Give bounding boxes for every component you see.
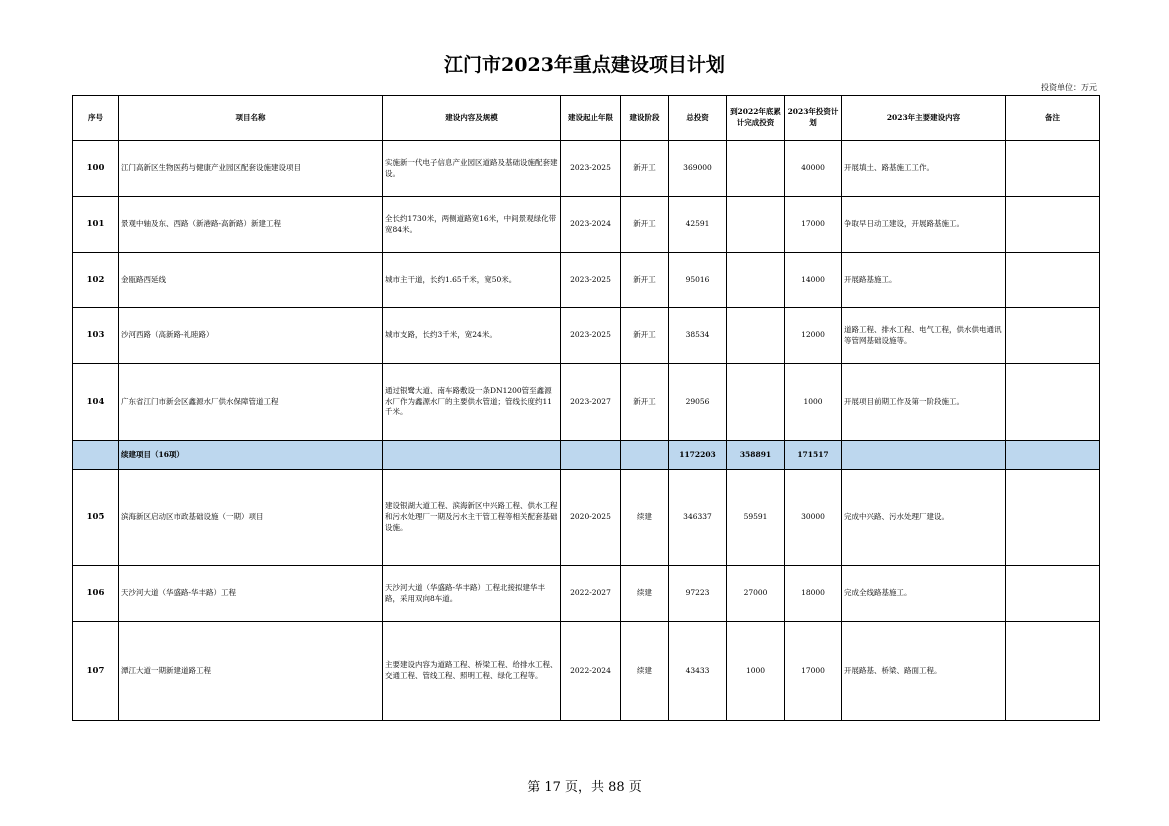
row-name: 沙河西路（高新路-礼睦路） (119, 308, 383, 364)
row-scope: 通过银鹭大道、南车路敷设一条DN1200管至鑫源水厂作为鑫源水厂的主要供水管道；管线长度约11千米。 (383, 364, 561, 441)
row-scope: 城市主干道，长约1.65千米，宽50米。 (383, 253, 561, 308)
row-total: 38534 (669, 308, 727, 364)
row-period: 2023-2027 (561, 364, 621, 441)
row-stage: 新开工 (621, 308, 669, 364)
row-remark (1006, 364, 1100, 441)
group-no (73, 441, 119, 470)
row-remark (1006, 470, 1100, 566)
row-total: 369000 (669, 141, 727, 197)
group-content2023 (842, 441, 1006, 470)
row-remark (1006, 141, 1100, 197)
group-label: 续建项目（16项） (119, 441, 383, 470)
row-period: 2023-2024 (561, 197, 621, 253)
row-name: 天沙河大道（华盛路-华丰路）工程 (119, 566, 383, 622)
group-period (561, 441, 621, 470)
group-stage (621, 441, 669, 470)
row-cumulative: 59591 (727, 470, 785, 566)
row-name: 江门高新区生物医药与健康产业园区配套设施建设项目 (119, 141, 383, 197)
row-total: 97223 (669, 566, 727, 622)
row-stage: 新开工 (621, 364, 669, 441)
col-header-content2023: 2023年主要建设内容 (842, 96, 1006, 141)
row-stage: 续建 (621, 566, 669, 622)
page-title: 江门市2023年重点建设项目计划 (444, 54, 725, 76)
col-header-plan2023: 2023年投资计划 (785, 96, 842, 141)
project-table (72, 95, 1100, 721)
row-name: 滨海新区启动区市政基础设施（一期）项目 (119, 470, 383, 566)
row-no: 102 (73, 253, 119, 308)
page-footer: 第 17 页，共 88 页 (527, 780, 642, 795)
row-period: 2023-2025 (561, 253, 621, 308)
row-period: 2022-2024 (561, 622, 621, 721)
row-total: 42591 (669, 197, 727, 253)
row-remark (1006, 253, 1100, 308)
row-content2023: 开展路基、桥梁、路面工程。 (842, 622, 1006, 721)
table-row (73, 470, 1100, 566)
table-row (73, 308, 1100, 364)
row-content2023: 开展项目前期工作及第一阶段施工。 (842, 364, 1006, 441)
row-scope: 全长约1730米，两侧道路宽16米，中间景观绿化带宽84米。 (383, 197, 561, 253)
group-total: 1172203 (669, 441, 727, 470)
row-cumulative: 27000 (727, 566, 785, 622)
col-header-total: 总投资 (669, 96, 727, 141)
row-name: 景观中轴及东、西路（新港路-高新路）新建工程 (119, 197, 383, 253)
row-plan2023: 14000 (785, 253, 842, 308)
row-total: 346337 (669, 470, 727, 566)
table-row (73, 566, 1100, 622)
row-content2023: 开展路基施工。 (842, 253, 1006, 308)
row-period: 2023-2025 (561, 308, 621, 364)
row-plan2023: 1000 (785, 364, 842, 441)
group-plan2023: 171517 (785, 441, 842, 470)
col-header-cumulative: 到2022年底累计完成投资 (727, 96, 785, 141)
row-total: 29056 (669, 364, 727, 441)
row-name: 金瓯路西延线 (119, 253, 383, 308)
table-row (73, 141, 1100, 197)
row-total: 95016 (669, 253, 727, 308)
col-header-no: 序号 (73, 96, 119, 141)
row-plan2023: 17000 (785, 622, 842, 721)
group-cumulative: 358891 (727, 441, 785, 470)
row-period: 2022-2027 (561, 566, 621, 622)
table-row (73, 364, 1100, 441)
table-row (73, 253, 1100, 308)
row-period: 2023-2025 (561, 141, 621, 197)
row-cumulative (727, 308, 785, 364)
row-remark (1006, 197, 1100, 253)
col-header-remark: 备注 (1006, 96, 1100, 141)
group-row (73, 441, 1100, 470)
row-stage: 新开工 (621, 197, 669, 253)
row-remark (1006, 308, 1100, 364)
group-scope (383, 441, 561, 470)
row-content2023: 完成全线路基施工。 (842, 566, 1006, 622)
row-scope: 天沙河大道（华盛路-华丰路）工程北接拟建华丰路，采用双向8车道。 (383, 566, 561, 622)
row-stage: 新开工 (621, 253, 669, 308)
row-content2023: 开展填土、路基施工工作。 (842, 141, 1006, 197)
row-stage: 续建 (621, 470, 669, 566)
row-total: 43433 (669, 622, 727, 721)
row-plan2023: 12000 (785, 308, 842, 364)
row-cumulative (727, 141, 785, 197)
row-no: 106 (73, 566, 119, 622)
row-scope: 城市支路，长约3千米，宽24米。 (383, 308, 561, 364)
row-remark (1006, 622, 1100, 721)
row-name: 广东省江门市新会区鑫源水厂供水保障管道工程 (119, 364, 383, 441)
table-row (73, 622, 1100, 721)
row-no: 105 (73, 470, 119, 566)
row-no: 100 (73, 141, 119, 197)
row-plan2023: 30000 (785, 470, 842, 566)
row-cumulative (727, 364, 785, 441)
row-stage: 新开工 (621, 141, 669, 197)
row-plan2023: 18000 (785, 566, 842, 622)
row-stage: 续建 (621, 622, 669, 721)
row-content2023: 完成中兴路、污水处理厂建设。 (842, 470, 1006, 566)
row-scope: 建设银湖大道工程、滨海新区中兴路工程、供水工程和污水处理厂一期及污水主干管工程等相关配套基础设施。 (383, 470, 561, 566)
row-cumulative: 1000 (727, 622, 785, 721)
col-header-name: 项目名称 (119, 96, 383, 141)
row-remark (1006, 566, 1100, 622)
col-header-stage: 建设阶段 (621, 96, 669, 141)
row-scope: 实施新一代电子信息产业园区道路及基础设施配套建设。 (383, 141, 561, 197)
row-name: 潭江大道一期新建道路工程 (119, 622, 383, 721)
row-content2023: 争取早日动工建设，开展路基施工。 (842, 197, 1006, 253)
header-row (73, 96, 1100, 141)
unit-note: 投资单位：万元 (1041, 83, 1097, 92)
row-period: 2020-2025 (561, 470, 621, 566)
row-plan2023: 40000 (785, 141, 842, 197)
row-cumulative (727, 197, 785, 253)
group-remark (1006, 441, 1100, 470)
row-no: 107 (73, 622, 119, 721)
row-no: 104 (73, 364, 119, 441)
col-header-scope: 建设内容及规模 (383, 96, 561, 141)
row-cumulative (727, 253, 785, 308)
row-content2023: 道路工程、排水工程、电气工程，供水供电通讯等管网基础设施等。 (842, 308, 1006, 364)
row-scope: 主要建设内容为道路工程、桥梁工程、给排水工程、交通工程、管线工程、照明工程、绿化工程等。 (383, 622, 561, 721)
row-no: 101 (73, 197, 119, 253)
row-plan2023: 17000 (785, 197, 842, 253)
col-header-period: 建设起止年限 (561, 96, 621, 141)
table-row (73, 197, 1100, 253)
row-no: 103 (73, 308, 119, 364)
